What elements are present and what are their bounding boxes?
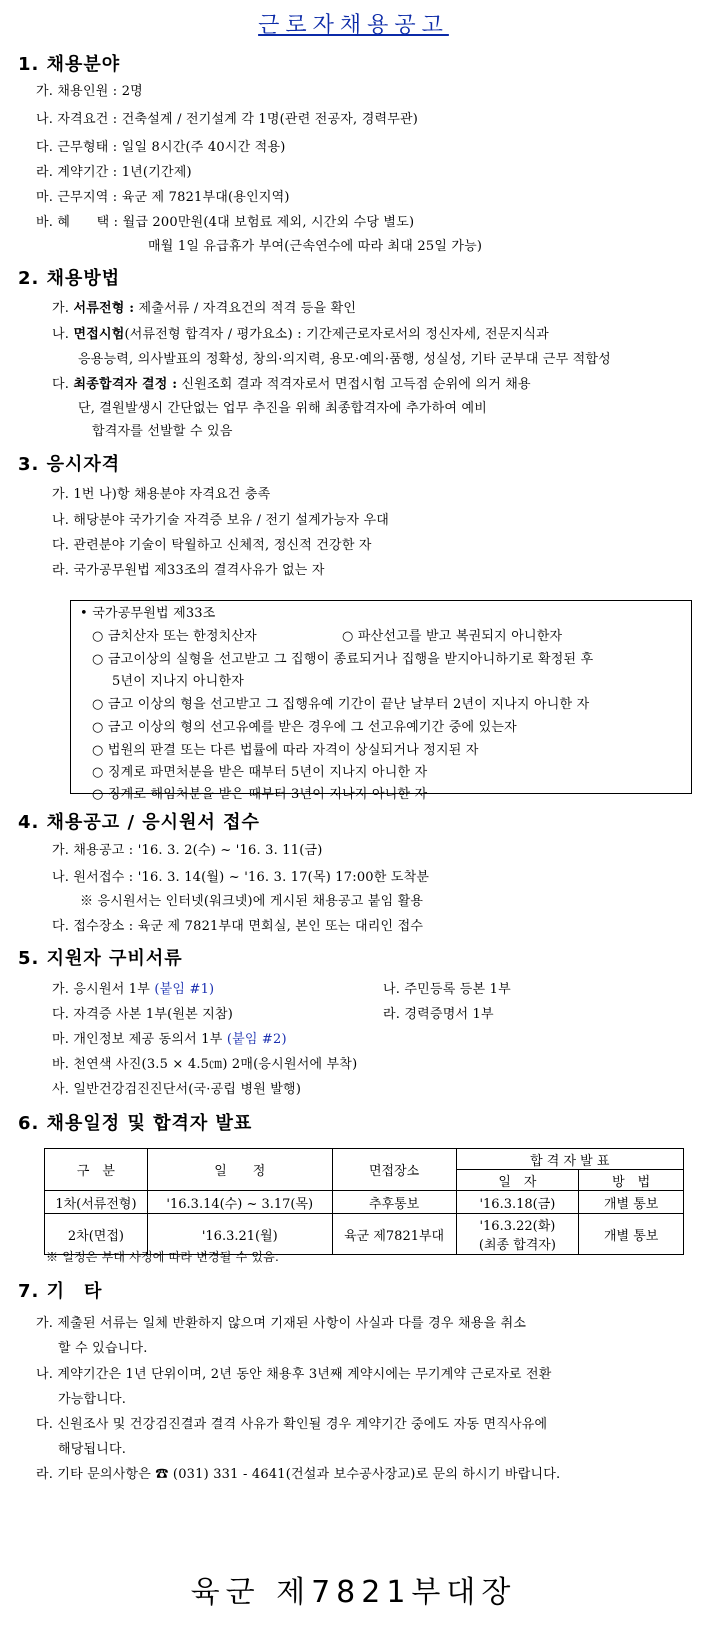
sec2-item-ga: 가. 서류전형 : 제출서류 / 자격요건의 적격 등을 확인 <box>52 301 357 316</box>
box-title: • 국가공무원법 제33조 <box>80 606 216 621</box>
sec7-line: 나. 계약기간은 1년 단위이며, 2년 동안 채용후 3년째 계약시에는 무기계약 근로자로 전환 <box>36 1367 552 1382</box>
sec3-item-na: 나. 해당분야 국가기술 자격증 보유 / 전기 설계가능자 우대 <box>52 513 390 528</box>
box-item: ○ 징계로 해임처분을 받은 때부터 3년이 지나지 아니한 자 <box>92 787 428 802</box>
box-item: ○ 징계로 파면처분을 받은 때부터 5년이 지나지 아니한 자 <box>92 765 428 780</box>
cell-date: '16.3.18(금) <box>456 1191 579 1214</box>
cell-place: 육군 제7821부대 <box>332 1214 456 1255</box>
cell-method: 개별 통보 <box>579 1191 684 1214</box>
cell-gubun: 2차(면접) <box>45 1214 148 1255</box>
sec2-item-da-line2: 단, 결원발생시 간단없는 업무 추진을 위해 최종합격자에 추가하여 예비 <box>78 401 487 416</box>
sec2-item-da: 다. 최종합격자 결정 : 신원조회 결과 적격자로서 면접시험 고득점 순위에 의거 채용 <box>52 377 531 392</box>
sec1-item-ba: 바. 혜 택 : 월급 200만원(4대 보험료 제외, 시간외 수당 별도) <box>36 215 415 230</box>
cell-date-line2: (최종 합격자) <box>478 1238 556 1253</box>
section-2-heading: 2. 채용방법 <box>18 268 121 289</box>
sec4-item-na: 나. 원서접수 : '16. 3. 14(월) ~ '16. 3. 17(목) 17:00한 도착분 <box>52 870 430 885</box>
sec1-item-ba-line2: 매월 1일 유급휴가 부여(근속연수에 따라 최대 25일 가능) <box>148 239 483 254</box>
box-item: ○ 파산선고를 받고 복권되지 아니한자 <box>342 629 563 644</box>
sec5-item-ba: 바. 천연색 사진(3.5 × 4.5㎝) 2매(응시원서에 부착) <box>52 1057 358 1072</box>
sec1-item-da: 다. 근무형태 : 일일 8시간(주 40시간 적용) <box>36 140 286 155</box>
cell-gubun: 1차(서류전형) <box>45 1191 148 1214</box>
col-header-method: 방 법 <box>579 1170 684 1191</box>
section-4-heading: 4. 채용공고 / 응시원서 접수 <box>18 812 260 833</box>
sec5-item-sa: 사. 일반건강검진진단서(국·공립 병원 발행) <box>52 1082 302 1097</box>
page-title: 근로자채용공고 <box>258 13 449 38</box>
col-header-date: 일 자 <box>456 1170 579 1191</box>
attachment-1-label: (붙임 #1) <box>154 982 215 997</box>
box-item: ○ 금고 이상의 형의 선고유예를 받은 경우에 그 선고유예기간 중에 있는자 <box>92 720 517 735</box>
section-7-heading: 7. 기 타 <box>18 1281 103 1302</box>
table-row <box>45 1191 684 1214</box>
sec5-item-ra: 라. 경력증명서 1부 <box>383 1007 494 1022</box>
sec7-line: 가. 제출된 서류는 일체 반환하지 않으며 기재된 사항이 사실과 다를 경우 채용을 취소 <box>36 1316 527 1331</box>
table-header-row <box>45 1149 684 1170</box>
attachment-2-label: (붙임 #2) <box>226 1032 287 1047</box>
box-item: ○ 금고 이상의 형을 선고받고 그 집행유예 기간이 끝난 날부터 2년이 지나지 아니한 자 <box>92 697 590 712</box>
cell-method: 개별 통보 <box>579 1214 684 1255</box>
section-6-heading: 6. 채용일정 및 합격자 발표 <box>18 1113 253 1134</box>
sec1-item-ga: 가. 채용인원 : 2명 <box>36 84 143 99</box>
sec7-line: 할 수 있습니다. <box>58 1341 148 1356</box>
sec2-item-na: 나. 면접시험(서류전형 합격자 / 평가요소) : 기간제근로자로서의 정신자세, 전문지식과 <box>52 327 549 342</box>
col-header-place: 면접장소 <box>332 1149 456 1191</box>
section-5-heading: 5. 지원자 구비서류 <box>18 948 183 969</box>
col-header-gubun: 구 분 <box>45 1149 148 1191</box>
sec1-item-na: 나. 자격요건 : 건축설계 / 전기설계 각 1명(관련 전공자, 경력무관) <box>36 112 419 127</box>
sec2-item-da-line3: 합격자를 선발할 수 있음 <box>92 424 233 439</box>
box-item: ○ 금고이상의 실형을 선고받고 그 집행이 종료되거나 집행을 받지아니하기로 확정된 후 <box>92 652 594 667</box>
cell-place: 추후통보 <box>332 1191 456 1214</box>
sec7-line: 가능합니다. <box>58 1392 127 1407</box>
box-item: ○ 금치산자 또는 한정치산자 <box>92 629 257 644</box>
box-item: 5년이 지나지 아니한자 <box>112 674 244 689</box>
sec3-item-da: 다. 관련분야 기술이 탁월하고 신체적, 정신적 건강한 자 <box>52 538 372 553</box>
sec2-item-na-line2: 응용능력, 의사발표의 정확성, 창의·의지력, 용모·예의·품행, 성실성, 기타 군부대 근무 적합성 <box>78 352 611 367</box>
sec4-note: ※ 응시원서는 인터넷(워크넷)에 게시된 채용공고 붙임 활용 <box>80 894 424 909</box>
sec4-item-ga: 가. 채용공고 : '16. 3. 2(수) ~ '16. 3. 11(금) <box>52 843 323 858</box>
sec3-item-ga: 가. 1번 나)항 채용분야 자격요건 충족 <box>52 487 271 502</box>
cell-schedule: '16.3.21(월) <box>147 1214 332 1255</box>
col-header-schedule: 일 정 <box>147 1149 332 1191</box>
sec5-item-ga: 가. 응시원서 1부 (붙임 #1) <box>52 982 215 997</box>
cell-date-line1: '16.3.22(화) <box>479 1219 556 1234</box>
col-header-result: 합 격 자 발 표 <box>456 1149 683 1170</box>
sec4-item-da: 다. 접수장소 : 육군 제 7821부대 면회실, 본인 또는 대리인 접수 <box>52 919 424 934</box>
section-3-heading: 3. 응시자격 <box>18 454 121 475</box>
sec1-item-ma: 마. 근무지역 : 육군 제 7821부대(용인지역) <box>36 190 290 205</box>
sec5-item-na: 나. 주민등록 등본 1부 <box>383 982 511 997</box>
sec3-item-ra: 라. 국가공무원법 제33조의 결격사유가 없는 자 <box>52 563 325 578</box>
box-item: ○ 법원의 판결 또는 다른 법률에 따라 자격이 상실되거나 정지된 자 <box>92 743 479 758</box>
sec7-line: 라. 기타 문의사항은 ☎ (031) 331 - 4641(건설과 보수공사장교)로 문의 하시기 바랍니다. <box>36 1467 561 1482</box>
cell-date <box>456 1214 579 1255</box>
sec7-line: 다. 신원조사 및 건강검진결과 결격 사유가 확인될 경우 계약기간 중에도 자동 면직사유에 <box>36 1417 548 1432</box>
sec5-item-ma: 마. 개인정보 제공 동의서 1부 (붙임 #2) <box>52 1032 287 1047</box>
sec7-line: 해당됩니다. <box>58 1442 127 1457</box>
section-1-heading: 1. 채용분야 <box>18 54 121 75</box>
sec5-item-da: 다. 자격증 사본 1부(원본 지참) <box>52 1007 234 1022</box>
schedule-table <box>44 1148 684 1255</box>
sec1-item-ra: 라. 계약기간 : 1년(기간제) <box>36 165 192 180</box>
schedule-note: ※ 일정은 부대 사정에 따라 변경될 수 있음. <box>46 1250 279 1264</box>
cell-schedule: '16.3.14(수) ~ 3.17(목) <box>147 1191 332 1214</box>
signature: 육군 제7821부대장 <box>190 1575 517 1610</box>
